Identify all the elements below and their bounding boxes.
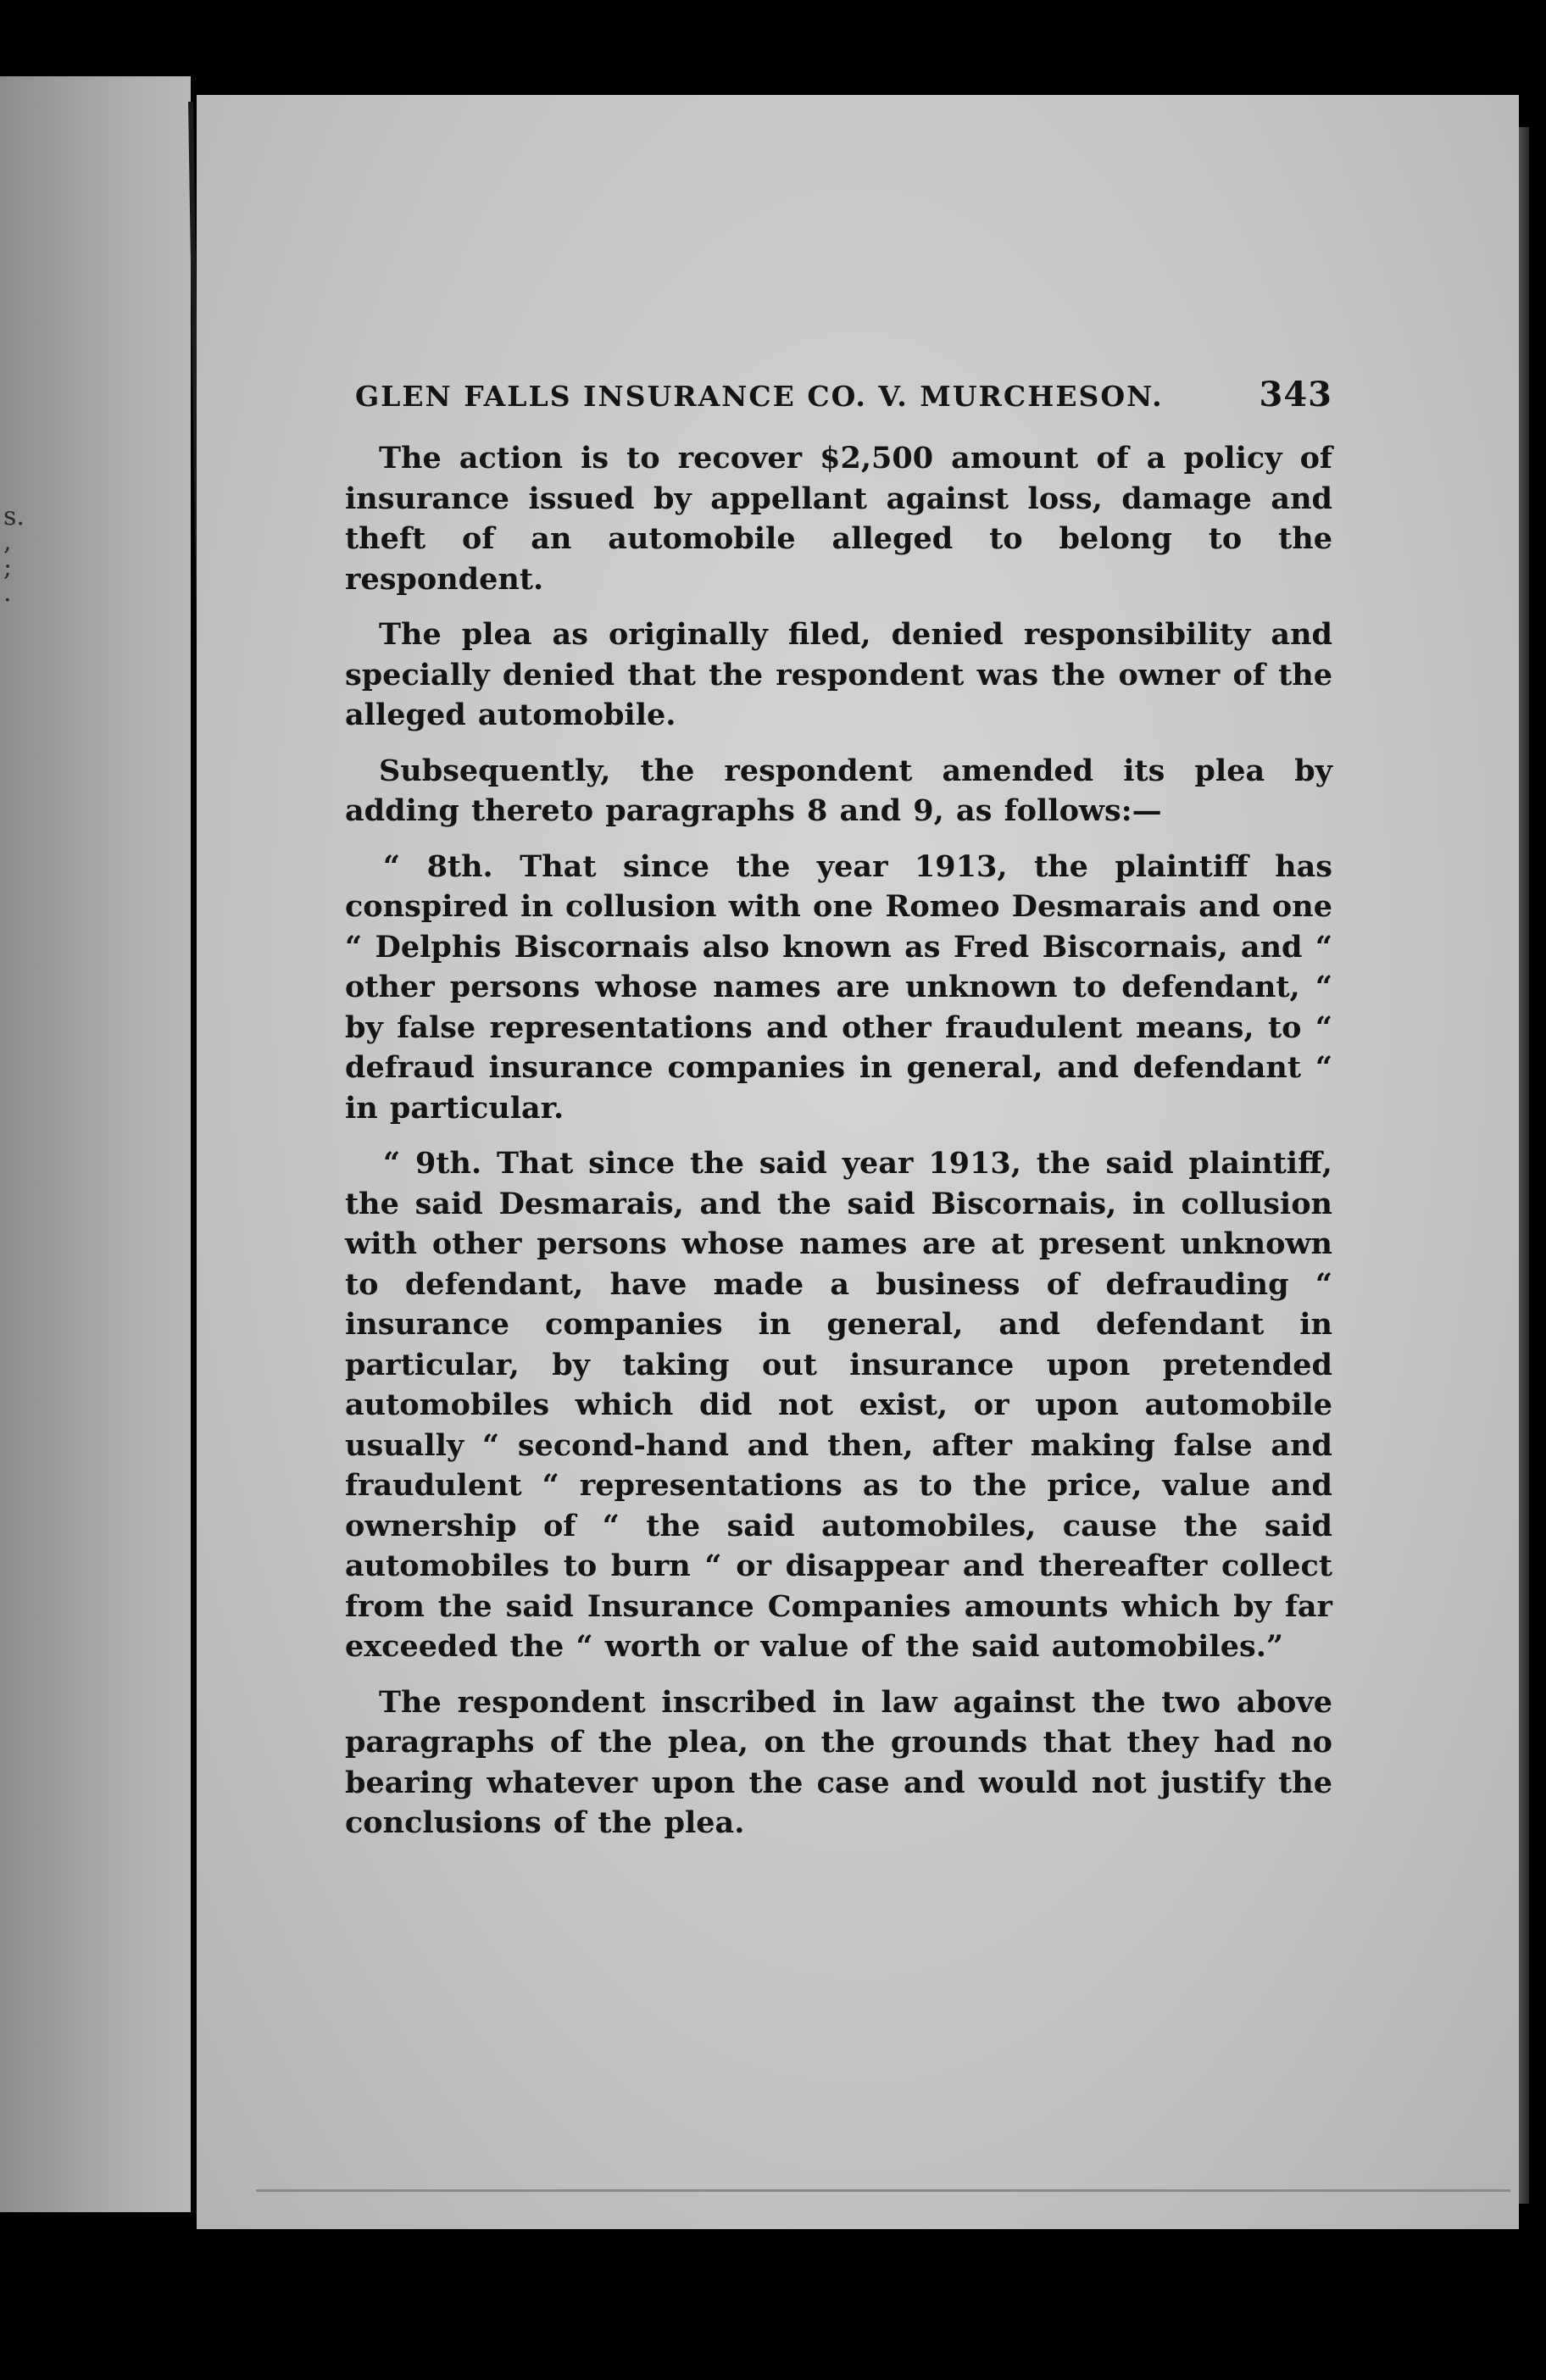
paragraph-original-plea: The plea as originally filed, denied responsibility and specially denied that the respondent was the owner of the alleged automobile. xyxy=(345,617,1332,732)
page-text xyxy=(345,375,1332,1843)
page-number: 343 xyxy=(1259,375,1332,414)
bottom-page-edge xyxy=(256,2189,1510,2192)
quoted-paragraph-9th: “ 9th. That since the said year 1913, the said plaintiff, the said Desmarais, and the said Biscornais, in collusion with other persons whose names are at present unknown to defendant, have made a business of defrauding “ insurance companies in general, and defendant in particular, by taking out insurance upon pretended automobiles which did not exist, or upon automobile usually “ second-hand and then, after making false and fraudulent “ representations as to the price, value and ownership of “ the said automobiles, cause the said automobiles to burn “ or disappear and thereafter collect from the said Insurance Companies amounts which by far exceeded the “ worth or value of the said automobiles.” xyxy=(345,1146,1332,1664)
paragraph-amended-plea: Subsequently, the respondent amended its plea by adding thereto paragraphs 8 and 9, as follows:— xyxy=(345,753,1332,828)
book-page xyxy=(197,95,1519,2229)
previous-page-edge xyxy=(0,76,191,2212)
paragraph-action: The action is to recover $2,500 amount of a policy of insurance issued by appellant against loss, damage and theft of an automobile alleged to belong to the respondent. xyxy=(345,441,1332,597)
running-header xyxy=(355,375,1332,414)
running-title: GLEN FALLS INSURANCE CO. V. MURCHESON. xyxy=(355,380,1164,413)
paragraph-inscription-in-law: The respondent inscribed in law against the two above paragraphs of the plea, on the grounds that they had no bearing whatever upon the case and would not justify the conclusions of the plea. xyxy=(345,1684,1332,1840)
margin-marks: s. , ; . xyxy=(3,502,25,608)
quoted-paragraph-8th: “ 8th. That since the year 1913, the plaintiff has conspired in collusion with one Romeo Desmarais and one “ Delphis Biscornais also known as Fred Biscornais, and “ other persons whose names are unknown to defendant, “ by false representations and other fraudulent means, to “ defraud insurance companies in general, and defendant “ in particular. xyxy=(345,848,1332,1126)
